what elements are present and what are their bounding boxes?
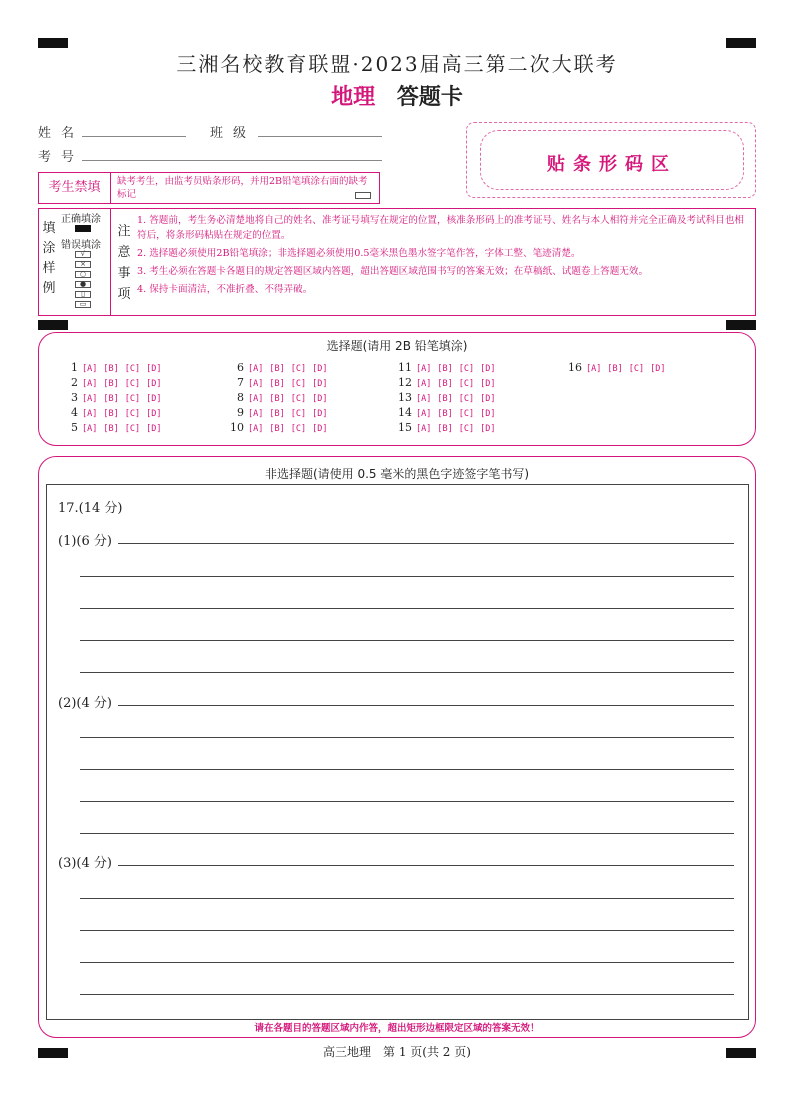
- non-choice-title: 非选择题(请使用 0.5 毫米的黑色字迹签字笔书写): [264, 467, 530, 481]
- answer-line[interactable]: [118, 705, 734, 706]
- answer-bubble[interactable]: [B]: [269, 394, 285, 404]
- note-item: 1. 答题前，考生务必清楚地将自己的姓名、准考证号填写在规定的位置，核准条形码上的准考证号、姓名与本人相符并完全正确及考试科目也相符后，将条形码粘贴在规定的位置。: [137, 215, 745, 241]
- question-row: [396, 361, 501, 374]
- question-number: 8: [237, 391, 244, 404]
- name-label: 姓名: [38, 126, 85, 141]
- answer-line[interactable]: [80, 737, 734, 738]
- answer-line[interactable]: [80, 801, 734, 802]
- name-field: [38, 122, 84, 141]
- answer-bubble[interactable]: [B]: [103, 424, 119, 434]
- page-footer: 高三地理 第 1 页(共 2 页): [323, 1045, 471, 1059]
- answer-bubble[interactable]: [D]: [480, 364, 496, 374]
- answer-bubble[interactable]: [C]: [124, 409, 141, 419]
- part-3-title: (3)(4 分): [58, 856, 112, 871]
- wrong-mark-outline-icon: ▭: [75, 301, 91, 308]
- notes-list: [137, 213, 753, 300]
- answer-line[interactable]: [80, 898, 734, 899]
- question-row: [62, 361, 167, 374]
- answer-bubble[interactable]: [A]: [248, 394, 264, 404]
- answer-bubble[interactable]: [A]: [82, 409, 98, 419]
- answer-line[interactable]: [80, 994, 734, 995]
- question-row: [228, 406, 333, 419]
- class-input-line[interactable]: [258, 136, 382, 137]
- question-number: 13: [398, 391, 412, 404]
- wrong-fill-label: 错误填涂: [61, 240, 101, 251]
- question-number: 15: [398, 421, 412, 434]
- question-17-title: 17.(14 分): [58, 501, 123, 516]
- answer-line[interactable]: [80, 930, 734, 931]
- fill-example-label: 填涂样例: [42, 221, 56, 296]
- wrong-mark-circle-icon: ○: [75, 271, 91, 278]
- absent-section: [38, 172, 380, 204]
- question-row: [62, 391, 167, 404]
- answer-bubble[interactable]: [A]: [416, 379, 432, 389]
- answer-bubble[interactable]: [C]: [290, 424, 307, 434]
- answer-bubble[interactable]: [C]: [290, 409, 307, 419]
- answer-bubble[interactable]: [D]: [480, 424, 496, 434]
- answer-bubble[interactable]: [A]: [248, 409, 264, 419]
- registration-mark-top-left: [38, 38, 68, 48]
- note-item: 4. 保持卡面清洁，不准折叠、不得弄破。: [137, 284, 313, 295]
- answer-bubble[interactable]: [D]: [312, 364, 328, 374]
- answer-bubble[interactable]: [B]: [103, 409, 119, 419]
- answer-bubble[interactable]: [C]: [458, 394, 475, 404]
- answer-bubble[interactable]: [D]: [146, 379, 162, 389]
- exam-no-input-line[interactable]: [82, 160, 382, 161]
- answer-bubble[interactable]: [A]: [82, 379, 98, 389]
- boundary-warning: 请在各题目的答题区域内作答，超出矩形边框限定区域的答案无效！: [254, 1023, 540, 1034]
- answer-bubble[interactable]: [C]: [124, 379, 141, 389]
- answer-area[interactable]: [46, 484, 749, 1020]
- answer-bubble[interactable]: [C]: [458, 379, 475, 389]
- absent-instruction: 缺考考生，由监考员贴条形码，并用2B铅笔填涂右面的缺考标记: [117, 176, 368, 200]
- answer-bubble[interactable]: [B]: [103, 364, 119, 374]
- question-row: [62, 376, 167, 389]
- fill-example-panel: [59, 209, 111, 315]
- exam-no-label: 考号: [38, 150, 85, 165]
- question-number: 7: [237, 376, 244, 389]
- answer-bubble[interactable]: [C]: [458, 409, 475, 419]
- answer-line[interactable]: [80, 608, 734, 609]
- name-input-line[interactable]: [82, 136, 186, 137]
- answer-bubble[interactable]: [A]: [416, 394, 432, 404]
- part-1-title: (1)(6 分): [58, 534, 112, 549]
- answer-bubble[interactable]: [A]: [416, 364, 432, 374]
- class-label: 班级: [210, 126, 257, 141]
- question-number: 2: [71, 376, 78, 389]
- question-row: [62, 421, 167, 434]
- absent-mark-box[interactable]: [355, 192, 371, 199]
- answer-bubble[interactable]: [B]: [103, 379, 119, 389]
- question-number: 4: [71, 406, 78, 419]
- class-field: [210, 122, 256, 141]
- wrong-mark-dot-icon: ●: [75, 281, 91, 288]
- answer-bubble[interactable]: [D]: [650, 364, 666, 374]
- answer-bubble[interactable]: [C]: [290, 379, 307, 389]
- question-row: [396, 406, 501, 419]
- answer-bubble[interactable]: [B]: [437, 364, 453, 374]
- question-row: [396, 421, 501, 434]
- question-row: [228, 361, 333, 374]
- answer-bubble[interactable]: [C]: [458, 364, 475, 374]
- answer-bubble[interactable]: [A]: [248, 424, 264, 434]
- answer-bubble[interactable]: [A]: [416, 409, 432, 419]
- card-label: 答题卡: [396, 84, 463, 110]
- registration-mark-mid-left: [38, 320, 68, 330]
- subject-name: 地理: [331, 84, 376, 110]
- answer-bubble[interactable]: [C]: [458, 424, 475, 434]
- answer-bubble[interactable]: [A]: [82, 364, 98, 374]
- notice-section: [38, 208, 756, 316]
- question-number: 16: [568, 361, 582, 374]
- question-number: 14: [398, 406, 412, 419]
- answer-bubble[interactable]: [D]: [312, 379, 328, 389]
- answer-bubble[interactable]: [D]: [480, 379, 496, 389]
- answer-line[interactable]: [80, 640, 734, 641]
- notes-label: 注意事项: [117, 224, 131, 302]
- answer-bubble[interactable]: [C]: [290, 364, 307, 374]
- note-item: 2. 选择题必须使用2B铅笔填涂；非选择题必须使用0.5毫米黑色墨水签字笔作答，字体工整、笔迹清楚。: [137, 248, 581, 259]
- answer-bubble[interactable]: [A]: [416, 424, 432, 434]
- answer-bubble[interactable]: [A]: [82, 424, 98, 434]
- question-row: [228, 391, 333, 404]
- answer-bubble[interactable]: [D]: [480, 409, 496, 419]
- multiple-choice-title: 选择题(请用 2B 铅笔填涂): [326, 339, 468, 353]
- answer-bubble[interactable]: [B]: [269, 424, 285, 434]
- answer-bubble[interactable]: [A]: [248, 379, 264, 389]
- answer-line[interactable]: [118, 865, 734, 866]
- answer-bubble[interactable]: [C]: [124, 424, 141, 434]
- question-number: 11: [398, 361, 412, 374]
- answer-bubble[interactable]: [B]: [269, 379, 285, 389]
- question-number: 9: [237, 406, 244, 419]
- question-row: [566, 361, 671, 374]
- answer-bubble[interactable]: [B]: [437, 379, 453, 389]
- part-2-title: (2)(4 分): [58, 696, 112, 711]
- answer-line[interactable]: [80, 672, 734, 673]
- answer-bubble[interactable]: [D]: [146, 394, 162, 404]
- answer-bubble[interactable]: [B]: [607, 364, 623, 374]
- answer-bubble[interactable]: [B]: [103, 394, 119, 404]
- answer-bubble[interactable]: [D]: [146, 364, 162, 374]
- answer-bubble[interactable]: [B]: [269, 409, 285, 419]
- answer-bubble[interactable]: [A]: [586, 364, 602, 374]
- wrong-mark-partial-icon: ▯: [75, 291, 91, 298]
- question-number: 6: [237, 361, 244, 374]
- answer-bubble[interactable]: [D]: [146, 409, 162, 419]
- barcode-label: 贴条形码区: [547, 154, 677, 175]
- answer-bubble[interactable]: [C]: [124, 394, 141, 404]
- registration-mark-top-right: [726, 38, 756, 48]
- question-number: 3: [71, 391, 78, 404]
- answer-line[interactable]: [80, 962, 734, 963]
- question-number: 5: [71, 421, 78, 434]
- answer-bubble[interactable]: [B]: [437, 394, 453, 404]
- answer-bubble[interactable]: [B]: [437, 409, 453, 419]
- answer-bubble[interactable]: [A]: [82, 394, 98, 404]
- answer-bubble[interactable]: [D]: [312, 394, 328, 404]
- question-row: [228, 421, 333, 434]
- exam-title: 三湘名校教育联盟·2023届高三第二次大联考: [176, 52, 618, 76]
- answer-bubble[interactable]: [B]: [269, 364, 285, 374]
- absent-label: 考生禁填: [39, 173, 111, 203]
- note-item: 3. 考生必须在答题卡各题目的规定答题区域内答题，超出答题区域范围书写的答案无效；在草稿纸、试题卷上答题无效。: [137, 266, 649, 277]
- correct-fill-swatch: [75, 225, 91, 232]
- wrong-mark-cross-icon: ×: [75, 261, 91, 268]
- wrong-mark-check-icon: √: [75, 251, 91, 258]
- answer-bubble[interactable]: [D]: [480, 394, 496, 404]
- answer-bubble[interactable]: [D]: [312, 409, 328, 419]
- answer-bubble[interactable]: [C]: [124, 364, 141, 374]
- answer-line[interactable]: [80, 576, 734, 577]
- answer-line[interactable]: [80, 769, 734, 770]
- question-row: [396, 391, 501, 404]
- answer-bubble[interactable]: [D]: [312, 424, 328, 434]
- question-number: 10: [230, 421, 244, 434]
- answer-bubble[interactable]: [C]: [628, 364, 645, 374]
- question-row: [396, 376, 501, 389]
- exam-no-field: [38, 146, 84, 165]
- answer-card-heading: [0, 80, 794, 111]
- registration-mark-mid-right: [726, 320, 756, 330]
- answer-bubble[interactable]: [D]: [146, 424, 162, 434]
- answer-line[interactable]: [118, 543, 734, 544]
- correct-fill-label: 正确填涂: [61, 214, 101, 225]
- answer-bubble[interactable]: [B]: [437, 424, 453, 434]
- answer-bubble[interactable]: [C]: [290, 394, 307, 404]
- answer-bubble[interactable]: [A]: [248, 364, 264, 374]
- question-row: [228, 376, 333, 389]
- answer-line[interactable]: [80, 833, 734, 834]
- question-number: 1: [71, 361, 78, 374]
- question-number: 12: [398, 376, 412, 389]
- question-row: [62, 406, 167, 419]
